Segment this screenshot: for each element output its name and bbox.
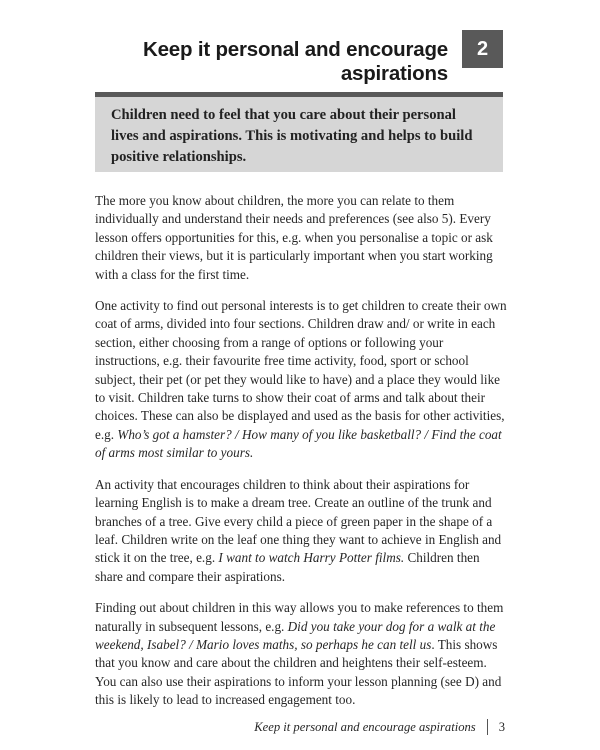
paragraph-3: An activity that encourages children to think about their aspirations for learning English is to make a dream tree. Create an outline of the trunk and branches of a tree. Give every child a piece of green paper in the shape of a leaf. Children write on the leaf one thing they want to achieve in English and stick it on the tree, e.g. I want to watch Harry Potter films. Children then share and compare their aspirations.	[95, 476, 502, 584]
example-questions: Did you take your dog for a walk at the weekend, Isabel? / Mario loves maths, so perhaps he can tell us	[95, 618, 496, 652]
unit-number-badge: 2	[462, 30, 503, 68]
paragraph-4: Finding out about children in this way allows you to make references to them naturally in subsequent lessons, e.g. Did you take your dog for a walk at the weekend, Isabel? / Mario loves maths, so perhaps he can tell us. This shows that you know and care about the children and heightens their self-esteem. You can also use their aspirations to inform your lesson planning (see D) and this is likely to lead to increased engagement too.	[95, 600, 504, 708]
page-number: 3	[498, 719, 505, 734]
glossary-term: self-esteem	[423, 655, 484, 671]
example-sentence: I want to watch Harry Potter films.	[218, 550, 405, 566]
cross-reference: 5	[441, 211, 449, 227]
body-text	[95, 192, 507, 723]
page-title: Keep it personal and encourage aspirations	[143, 38, 448, 85]
summary-box: Children need to feel that you care about their personal lives and aspirations. This is motivating and helps to build positive relationships.	[95, 92, 503, 172]
cross-reference: D	[465, 673, 475, 689]
example-questions: Who’s got a hamster? / How many of you like basketball? / Find the coat of arms most similar to yours.	[95, 426, 502, 461]
glossary-term: engagement	[268, 692, 332, 708]
paragraph-2: One activity to find out personal interests is to get children to create their own coat of arms, divided into four sections. Children draw and/ or write in each section, either choosing from a range of options or following your instructions, e.g. their favourite free time activity, food, sport or school subject, their pet (or pet they would like to have) and a place they would like to visit. Children take turns to show their coat of arms and talk about their choices. These can also be displayed and used as the basis for other activities, e.g. Who’s got a hamster? / How many of you like basketball? / Find the coat of arms most similar to yours.	[95, 298, 507, 461]
footer-divider	[487, 719, 488, 735]
page-footer	[254, 719, 505, 735]
running-title: Keep it personal and encourage aspirations	[254, 719, 476, 734]
paragraph-1: The more you know about children, the more you can relate to them individually and understand their needs and preferences (see also 5). Every lesson offers opportunities for this, e.g. when you personalise a topic or ask children their views, but it is particularly important when you start working with a class for the first time.	[95, 193, 493, 282]
